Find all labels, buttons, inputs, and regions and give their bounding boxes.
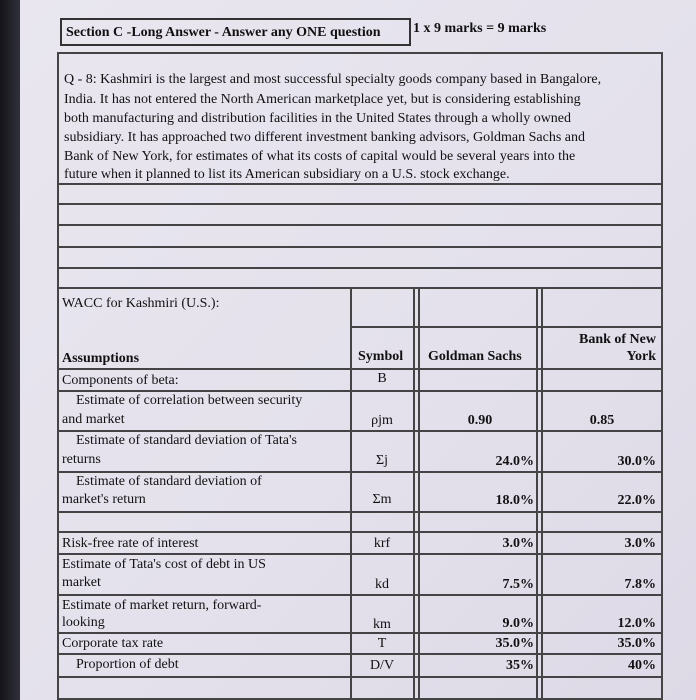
question-line: future when it planned to list its American subsidiary on a U.S. stock exchange. [64,167,510,182]
question-line: Q - 8: Kashmiri is the largest and most successful specialty goods company based in Bangalore, [64,72,602,87]
question-line: subsidiary. It has approached two different investment banking advisors, Goldman Sachs and [64,130,585,145]
rule-line [58,183,662,185]
row-label: Risk-free rate of interest [62,536,199,551]
table-col-divider [536,288,538,700]
header-goldman-sachs: Goldman Sachs [428,349,522,364]
table-rule [58,511,662,513]
question-line: Bank of New York, for estimates of what its costs of capital would be several years into the [64,149,576,164]
header-symbol: Symbol [358,349,404,364]
table-title: WACC for Kashmiri (U.S.): [62,296,220,311]
row-gs-value: 3.0% [502,536,534,551]
table-rule [58,676,662,678]
table-col-divider [413,288,415,700]
row-label: market's return [62,492,146,507]
table-rule [58,653,662,655]
row-gs-value: 18.0% [495,493,534,508]
row-label: Estimate of correlation between security [76,393,303,408]
table-rule [350,326,662,328]
row-label: Estimate of standard deviation of [76,474,262,489]
rule-line [58,246,662,248]
row-bny-value: 40% [628,658,656,673]
row-symbol: km [373,617,391,632]
row-bny-value: 35.0% [617,636,656,651]
row-bny-value: 3.0% [624,536,656,551]
header-bny-line2: York [626,349,656,364]
table-rule [58,531,662,533]
row-symbol: Σj [375,453,389,468]
table-col-divider [418,288,420,700]
row-bny-value: 22.0% [617,493,656,508]
table-rule [58,553,662,555]
table-rule [58,632,662,634]
question-line: both manufacturing and distribution facilities in the United States through a wholly owned [64,111,572,126]
row-label: returns [62,452,101,467]
row-symbol: Σm [372,492,392,507]
section-header-title: Section C -Long Answer - Answer any ONE question [66,25,381,40]
row-symbol: krf [373,536,391,551]
row-label: Estimate of Tata's cost of debt in US [62,557,266,572]
header-bny-line1: Bank of New [578,332,656,347]
components-symbol: B [377,371,387,386]
question-line: India. It has not entered the North American marketplace yet, but is considering establishing [64,92,581,107]
row-label: Corporate tax rate [62,636,164,651]
row-symbol: ρjm [371,413,393,428]
row-label: Estimate of standard deviation of Tata's [76,433,297,448]
row-bny-value: 0.85 [589,413,615,428]
row-bny-value: 30.0% [617,454,656,469]
row-gs-value: 0.90 [467,413,493,428]
row-bny-value: 7.8% [624,577,656,592]
header-assumptions: Assumptions [62,351,140,366]
row-symbol: T [377,636,387,651]
row-gs-value: 7.5% [502,577,534,592]
row-label: and market [62,412,125,427]
table-rule [58,594,662,596]
table-col-divider [541,288,543,700]
row-label: market [62,575,101,590]
row-gs-value: 9.0% [502,616,534,631]
row-bny-value: 12.0% [617,616,656,631]
row-label: Estimate of market return, forward- [62,598,262,613]
row-gs-value: 35% [506,658,534,673]
rule-line [58,287,662,289]
rule-line [58,224,662,226]
section-header-marks: 1 x 9 marks = 9 marks [413,21,547,36]
row-symbol: kd [375,577,389,592]
row-gs-value: 35.0% [495,636,534,651]
components-of-beta-label: Components of beta: [62,373,179,388]
rule-line [58,203,662,205]
rule-line [58,267,662,269]
row-label: Proportion of debt [76,657,179,672]
row-gs-value: 24.0% [495,454,534,469]
row-symbol: D/V [369,658,395,673]
row-label: looking [62,615,105,630]
